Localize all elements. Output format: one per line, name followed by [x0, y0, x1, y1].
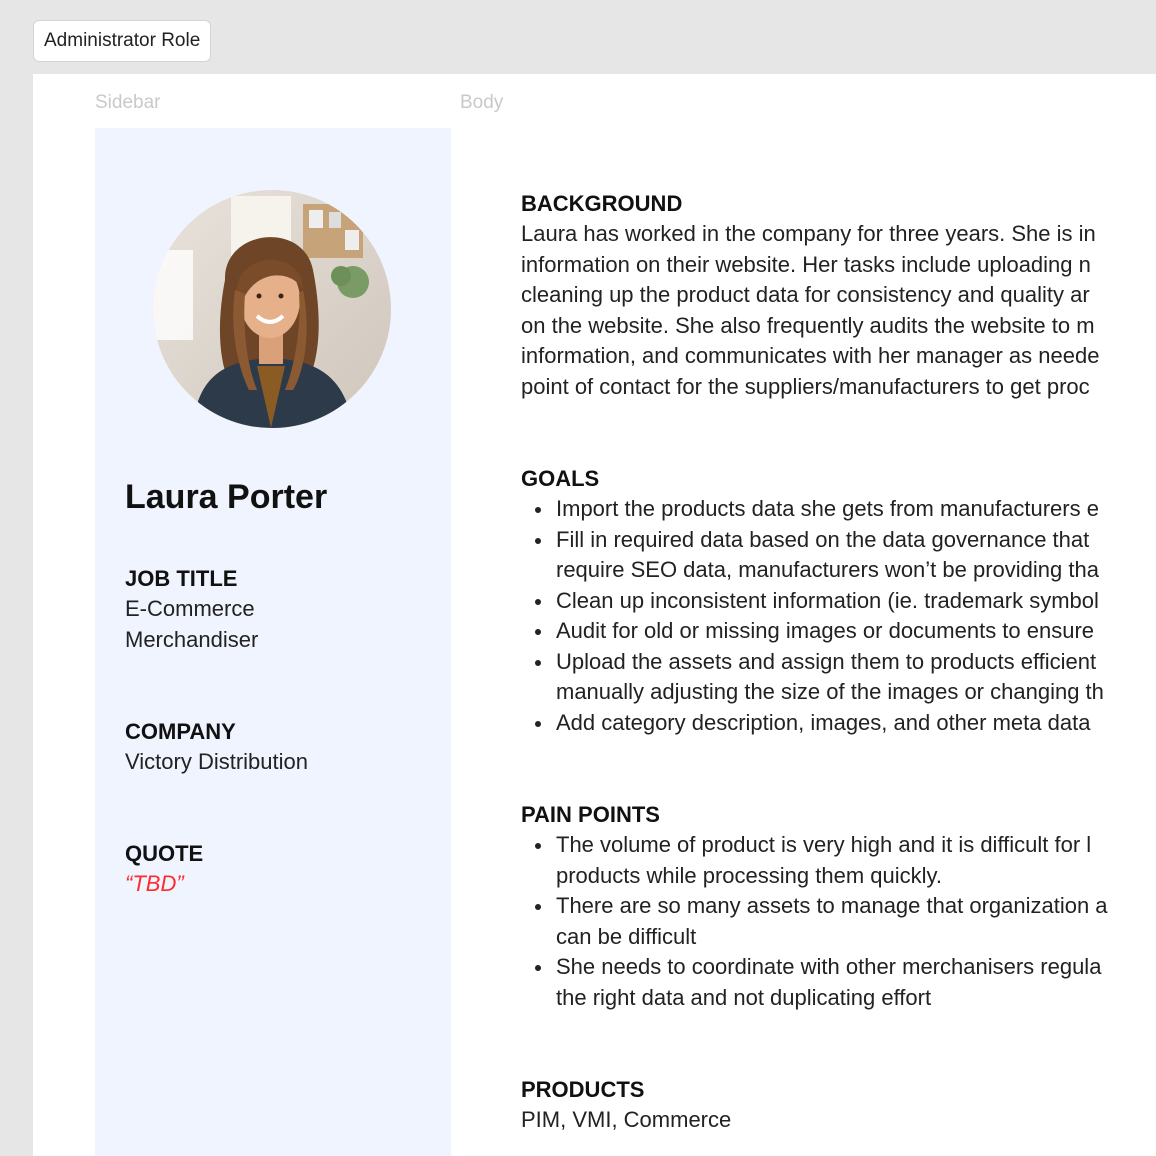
list-item: There are so many assets to manage that organization a can be difficult [521, 891, 1156, 952]
sidebar-frame-label: Sidebar [95, 92, 161, 113]
list-item: Add category description, images, and other meta data [521, 708, 1156, 739]
list-item: Fill in required data based on the data governance that require SEO data, manufacturers won’t be providing tha [521, 525, 1156, 586]
goals-heading: GOALS [521, 466, 600, 491]
quote-heading: QUOTE [125, 841, 204, 866]
quote-value: “TBD” [125, 871, 184, 896]
background-line: on the website. She also frequently audits the website to m [521, 312, 1095, 338]
background-line: information on their website. Her tasks include uploading n [521, 251, 1091, 277]
avatar [153, 190, 391, 428]
company-section [125, 717, 435, 778]
goals-list [521, 494, 1156, 738]
pain-points-list [521, 830, 1156, 1013]
background-line: point of contact for the suppliers/manufacturers to get proc [521, 373, 1090, 399]
goals-section [521, 464, 1156, 738]
products-value: PIM, VMI, Commerce [521, 1107, 732, 1132]
company-heading: COMPANY [125, 719, 236, 744]
background-heading: BACKGROUND [521, 191, 683, 216]
job-title-heading: JOB TITLE [125, 566, 238, 591]
persona-name: Laura Porter [125, 478, 328, 516]
products-section [521, 1075, 1156, 1136]
pain-points-section [521, 800, 1156, 1013]
job-title-line-1: E-Commerce [125, 596, 255, 621]
quote-section [125, 839, 435, 900]
role-tag[interactable]: Administrator Role [33, 20, 211, 62]
list-item: Audit for old or missing images or documents to ensure [521, 616, 1156, 647]
person-photo-icon [153, 190, 391, 428]
job-title-section [125, 564, 435, 655]
background-line: Laura has worked in the company for three years. She is in [521, 221, 1096, 246]
list-item: Clean up inconsistent information (ie. trademark symbol [521, 586, 1156, 617]
background-section [521, 189, 1156, 402]
list-item: Upload the assets and assign them to products efficient manually adjusting the size of the images or changing th [521, 647, 1156, 708]
company-value: Victory Distribution [125, 749, 308, 774]
pain-points-heading: PAIN POINTS [521, 802, 660, 827]
list-item: She needs to coordinate with other merchanisers regula the right data and not duplicating effort [521, 952, 1156, 1013]
sidebar [95, 128, 451, 1156]
body-frame-label: Body [460, 92, 504, 113]
list-item: Import the products data she gets from manufacturers e [521, 494, 1156, 525]
background-text [521, 219, 1156, 402]
job-title-line-2: Merchandiser [125, 626, 259, 652]
background-line: cleaning up the product data for consistency and quality ar [521, 282, 1090, 307]
background-line: information, and communicates with her manager as neede [521, 343, 1100, 368]
list-item: The volume of product is very high and it is difficult for l products while processing them quickly. [521, 830, 1156, 891]
persona-frame [33, 74, 1156, 1156]
products-heading: PRODUCTS [521, 1077, 645, 1102]
